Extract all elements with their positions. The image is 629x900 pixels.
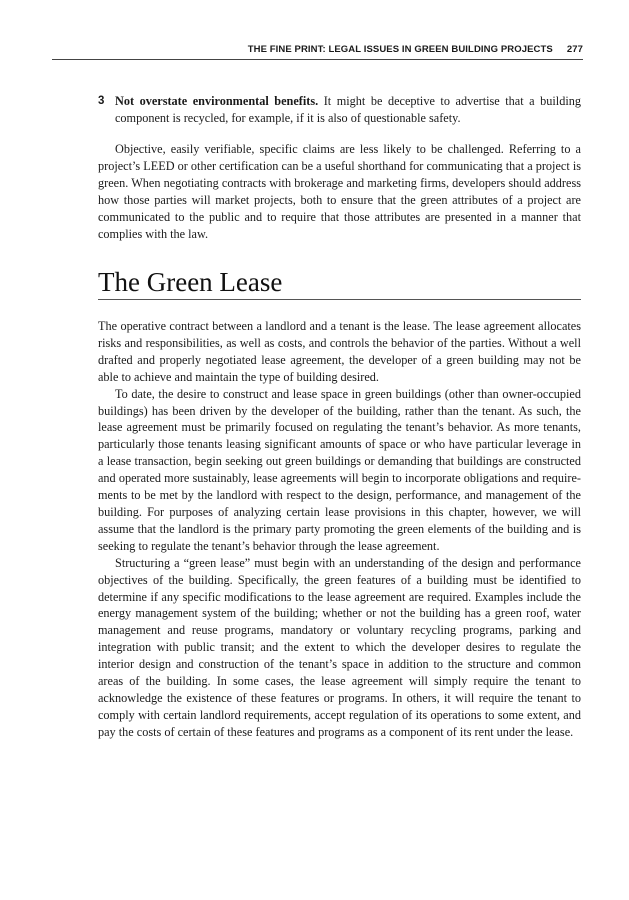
page-number: 277 [566, 44, 583, 55]
section-body [98, 318, 581, 741]
header-rule [52, 59, 583, 60]
running-title: THE FINE PRINT: LEGAL ISSUES IN GREEN BUILDING PROJECTS [247, 44, 553, 55]
list-item-lead: Not overstate environmental benefits. [115, 94, 319, 108]
section-rule [98, 299, 581, 300]
list-item-text: It might be deceptive to advertise that a building component is recycled, for example, if it is also of questionable safety. [115, 94, 581, 125]
numbered-list-item [98, 93, 581, 127]
list-item-number: 3 [98, 95, 105, 107]
intro-paragraph: Objective, easily verifiable, specific claims are less likely to be challenged. Referring to a project’s LEED or other certification can be a useful shorthand for communicating that a project is green. When negotiating contracts with brokerage and marketing firms, developers should address how those parties will market projects, both to ensure that the green attributes of a project are communicated to the public and to require that those attributes are presented in a manner that complies with the law. [98, 142, 581, 241]
running-head [98, 44, 583, 55]
section-title: The Green Lease [98, 267, 283, 297]
body-paragraph-3: Structuring a “green lease” must begin with an understanding of the design and performance objectives of the building. Specifically, the green features of a building must be identified to determine if any specific modifications to the lease agreement are required. Examples include the energy management system of the building; whether or not the building has a green roof, water management and reuse programs, mandatory or voluntary recycling programs, parking and integration with public transit; and the extent to which the developer desires to regulate the interior design and construction of the tenant’s space in addition to the structure and common areas of the building. In some cases, the lease agreement will simply require the tenant to acknowledge the existence of these features or programs. In others, it will require the tenant to comply with certain landlord requirements, accept regulation of its operations to some extent, and pay the costs of certain of these features and programs as a component of its rent under the lease. [98, 555, 581, 739]
body-paragraph-1: The operative contract between a landlord and a tenant is the lease. The lease agreement allocates risks and responsibilities, as well as costs, and controls the behavior of the parties. Without a well drafted and properly negotiated lease agreement, the developer of a green building may not be able to achieve and maintain the type of building desired. [98, 319, 581, 384]
body-paragraph-2: To date, the desire to construct and lease space in green buildings (other than owner-occupied buildings) has been driven by the developer of the building, rather than the tenant. As such, the lease agreement must be primarily focused on regulating the tenant’s behavior. As more tenants, particularly those tenants leasing significant amounts of space or who have particular leverage in a lease transaction, begin seeking out green buildings or demanding that buildings are constructed and operated more sustainably, lease agreements will begin to incorporate obligations and requirements to be met by the landlord with respect to the design, performance, and management of the building. For purposes of analyzing certain lease provisions in this chapter, however, we will assume that the landlord is the primary party promoting the green elements of the building and is seeking to regulate the tenant’s behavior through the lease agreement. [98, 386, 581, 553]
